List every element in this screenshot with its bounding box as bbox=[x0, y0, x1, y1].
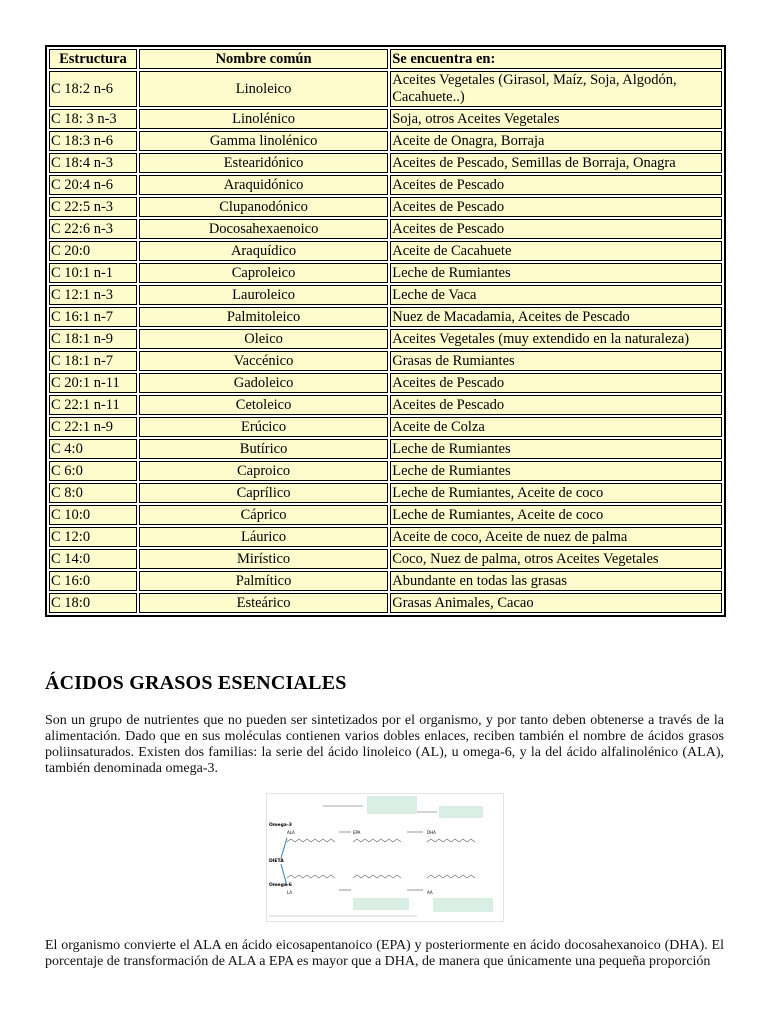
table-row bbox=[49, 71, 722, 107]
cell-se-encuentra: Soja, otros Aceites Vegetales bbox=[390, 109, 722, 129]
cell-se-encuentra: Aceites Vegetales (muy extendido en la naturaleza) bbox=[390, 329, 722, 349]
table-row bbox=[49, 483, 722, 503]
cell-estructura: C 18:1 n-9 bbox=[49, 329, 137, 349]
cell-se-encuentra: Aceites de Pescado bbox=[390, 395, 722, 415]
cell-nombre-comun: Cáprico bbox=[139, 505, 388, 525]
table-row bbox=[49, 439, 722, 459]
cell-nombre-comun: Araquidónico bbox=[139, 175, 388, 195]
cell-se-encuentra: Leche de Rumiantes bbox=[390, 439, 722, 459]
cell-nombre-comun: Vaccénico bbox=[139, 351, 388, 371]
cell-estructura: C 6:0 bbox=[49, 461, 137, 481]
cell-nombre-comun: Láurico bbox=[139, 527, 388, 547]
cell-estructura: C 22:5 n-3 bbox=[49, 197, 137, 217]
cell-estructura: C 18:3 n-6 bbox=[49, 131, 137, 151]
cell-estructura: C 22:1 n-9 bbox=[49, 417, 137, 437]
cell-estructura: C 14:0 bbox=[49, 549, 137, 569]
cell-estructura: C 16:1 n-7 bbox=[49, 307, 137, 327]
cell-nombre-comun: Caproleico bbox=[139, 263, 388, 283]
table-row bbox=[49, 109, 722, 129]
table-row bbox=[49, 285, 722, 305]
table-row bbox=[49, 263, 722, 283]
cell-se-encuentra: Nuez de Macadamia, Aceites de Pescado bbox=[390, 307, 722, 327]
table-row bbox=[49, 395, 722, 415]
paragraph-intro: Son un grupo de nutrientes que no pueden ser sintetizados por el organismo, y por tanto deben obtenerse a través de la alimentación. Dado que en sus moléculas contienen varios dobles enlaces, reciben también el nombre de ácidos grasos poliinsaturados. Existen dos familias: la serie del ácido linoleico (AL), u omega-6, y la del ácido alfalinolénico (ALA), también denominada omega-3. bbox=[45, 713, 724, 776]
cell-nombre-comun: Clupanodónico bbox=[139, 197, 388, 217]
cell-nombre-comun: Palmítico bbox=[139, 571, 388, 591]
pathway-diagram bbox=[267, 794, 503, 921]
table-row bbox=[49, 329, 722, 349]
table-header-row bbox=[49, 49, 722, 69]
cell-nombre-comun: Gadoleico bbox=[139, 373, 388, 393]
cell-nombre-comun: Docosahexaenoico bbox=[139, 219, 388, 239]
omega6-label: Omega-6 bbox=[269, 883, 292, 888]
cell-se-encuentra: Coco, Nuez de palma, otros Aceites Vegetales bbox=[390, 549, 722, 569]
diet-arrow-up bbox=[281, 838, 287, 858]
table-row bbox=[49, 241, 722, 261]
table-row bbox=[49, 153, 722, 173]
cell-se-encuentra: Aceite de Cacahuete bbox=[390, 241, 722, 261]
cell-estructura: C 18:1 n-7 bbox=[49, 351, 137, 371]
cell-se-encuentra: Leche de Rumiantes bbox=[390, 461, 722, 481]
cell-se-encuentra: Aceite de Colza bbox=[390, 417, 722, 437]
fatty-acids-table bbox=[45, 45, 726, 617]
aa-label: AA bbox=[427, 890, 433, 895]
cell-estructura: C 18: 3 n-3 bbox=[49, 109, 137, 129]
cell-estructura: C 12:0 bbox=[49, 527, 137, 547]
cell-se-encuentra: Grasas Animales, Cacao bbox=[390, 593, 722, 613]
cell-se-encuentra: Aceites de Pescado bbox=[390, 373, 722, 393]
header-se-encuentra: Se encuentra en: bbox=[390, 49, 722, 69]
cell-se-encuentra: Aceite de coco, Aceite de nuez de palma bbox=[390, 527, 722, 547]
cell-nombre-comun: Gamma linolénico bbox=[139, 131, 388, 151]
header-nombre-comun: Nombre común bbox=[139, 49, 388, 69]
cell-estructura: C 4:0 bbox=[49, 439, 137, 459]
cell-estructura: C 18:2 n-6 bbox=[49, 71, 137, 107]
table-row bbox=[49, 307, 722, 327]
table-row bbox=[49, 593, 722, 613]
cell-estructura: C 12:1 n-3 bbox=[49, 285, 137, 305]
epa-molecule bbox=[353, 839, 401, 842]
cell-nombre-comun: Mirístico bbox=[139, 549, 388, 569]
prostaglandin-box-bottom bbox=[353, 898, 409, 910]
cell-se-encuentra: Aceite de Onagra, Borraja bbox=[390, 131, 722, 151]
cell-nombre-comun: Oleico bbox=[139, 329, 388, 349]
cell-se-encuentra: Aceites de Pescado bbox=[390, 197, 722, 217]
cell-estructura: C 18:4 n-3 bbox=[49, 153, 137, 173]
omega3-label: Omega-3 bbox=[269, 823, 292, 828]
cell-estructura: C 20:1 n-11 bbox=[49, 373, 137, 393]
cell-se-encuentra: Aceites de Pescado bbox=[390, 219, 722, 239]
cell-nombre-comun: Caprílico bbox=[139, 483, 388, 503]
gla-molecule bbox=[353, 875, 401, 878]
la-label: LA bbox=[287, 890, 293, 895]
table-row bbox=[49, 571, 722, 591]
cell-se-encuentra: Aceites de Pescado bbox=[390, 175, 722, 195]
table-row bbox=[49, 417, 722, 437]
dha-molecule bbox=[427, 839, 475, 842]
cell-estructura: C 10:0 bbox=[49, 505, 137, 525]
aa-molecule bbox=[427, 875, 475, 878]
cell-estructura: C 18:0 bbox=[49, 593, 137, 613]
section-title: ÁCIDOS GRASOS ESENCIALES bbox=[45, 672, 347, 694]
table-row bbox=[49, 219, 722, 239]
table-row bbox=[49, 373, 722, 393]
cell-estructura: C 20:0 bbox=[49, 241, 137, 261]
cell-nombre-comun: Esteárico bbox=[139, 593, 388, 613]
table-row bbox=[49, 197, 722, 217]
table-row bbox=[49, 505, 722, 525]
dieta-label: DIETA bbox=[269, 859, 284, 864]
cell-nombre-comun: Palmitoleico bbox=[139, 307, 388, 327]
cell-estructura: C 20:4 n-6 bbox=[49, 175, 137, 195]
omega-pathway-figure bbox=[266, 793, 504, 922]
cell-se-encuentra: Leche de Rumiantes, Aceite de coco bbox=[390, 483, 722, 503]
table-row bbox=[49, 527, 722, 547]
cell-se-encuentra: Leche de Vaca bbox=[390, 285, 722, 305]
table-row bbox=[49, 461, 722, 481]
resolvin-box-top bbox=[439, 806, 483, 818]
cell-estructura: C 22:1 n-11 bbox=[49, 395, 137, 415]
header-estructura: Estructura bbox=[49, 49, 137, 69]
dha-label: DHA bbox=[427, 830, 436, 835]
cell-se-encuentra: Aceites de Pescado, Semillas de Borraja, Onagra bbox=[390, 153, 722, 173]
cell-estructura: C 8:0 bbox=[49, 483, 137, 503]
la-molecule bbox=[287, 875, 335, 878]
prostaglandin-box-top bbox=[367, 796, 417, 814]
cell-nombre-comun: Linolénico bbox=[139, 109, 388, 129]
cell-se-encuentra: Grasas de Rumiantes bbox=[390, 351, 722, 371]
cell-estructura: C 22:6 n-3 bbox=[49, 219, 137, 239]
table-row bbox=[49, 131, 722, 151]
cell-estructura: C 10:1 n-1 bbox=[49, 263, 137, 283]
cell-nombre-comun: Lauroleico bbox=[139, 285, 388, 305]
cell-se-encuentra: Leche de Rumiantes, Aceite de coco bbox=[390, 505, 722, 525]
leukotriene-box-bottom bbox=[433, 898, 493, 912]
cell-se-encuentra: Aceites Vegetales (Girasol, Maíz, Soja, Algodón, Cacahuete..) bbox=[390, 71, 722, 107]
cell-nombre-comun: Erúcico bbox=[139, 417, 388, 437]
ala-label: ALA bbox=[287, 830, 295, 835]
cell-estructura: C 16:0 bbox=[49, 571, 137, 591]
cell-nombre-comun: Cetoleico bbox=[139, 395, 388, 415]
table-row bbox=[49, 351, 722, 371]
cell-nombre-comun: Caproico bbox=[139, 461, 388, 481]
table-row bbox=[49, 549, 722, 569]
cell-nombre-comun: Estearidónico bbox=[139, 153, 388, 173]
paragraph-conversion: El organismo convierte el ALA en ácido eicosapentanoico (EPA) y posteriormente en ácido docosahexanoico (DHA). El porcentaje de transformación de ALA a EPA es mayor que a DHA, de manera que únicamente una pequeña proporción bbox=[45, 938, 724, 969]
cell-nombre-comun: Araquídico bbox=[139, 241, 388, 261]
table-row bbox=[49, 175, 722, 195]
cell-se-encuentra: Abundante en todas las grasas bbox=[390, 571, 722, 591]
cell-nombre-comun: Butírico bbox=[139, 439, 388, 459]
cell-nombre-comun: Linoleico bbox=[139, 71, 388, 107]
epa-label: EPA bbox=[353, 830, 361, 835]
cell-se-encuentra: Leche de Rumiantes bbox=[390, 263, 722, 283]
ala-molecule bbox=[287, 839, 335, 842]
